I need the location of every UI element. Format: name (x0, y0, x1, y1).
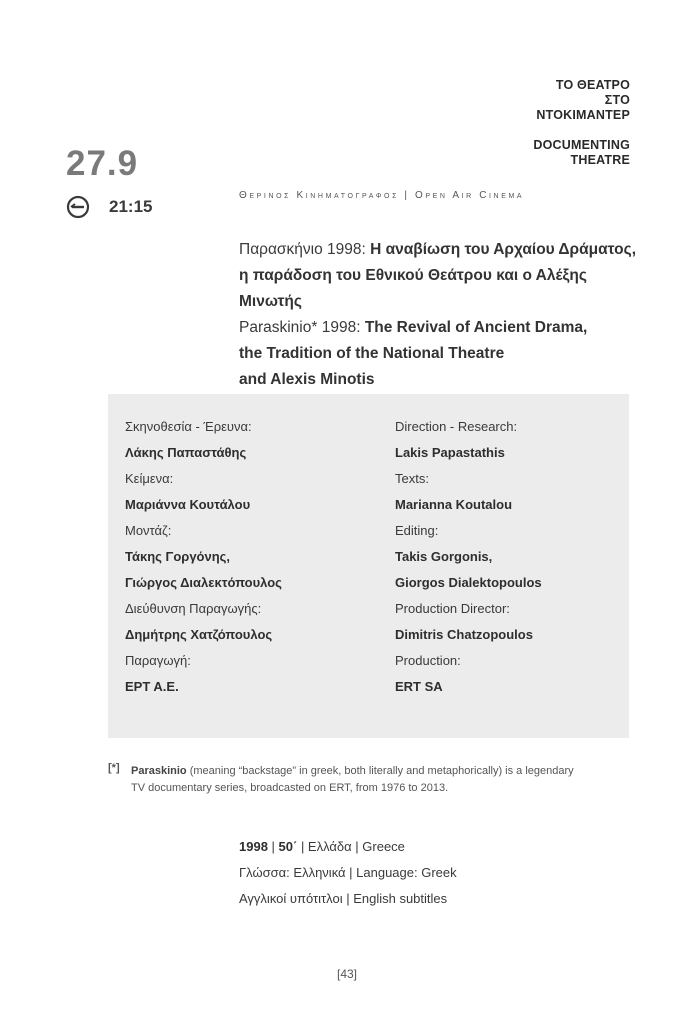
footnote-term: Paraskinio (131, 765, 187, 777)
section-line: ΝΤΟΚΙΜΑΝΤΕΡ (536, 108, 630, 122)
title-bold: The Revival of Ancient Drama, (364, 319, 588, 336)
info-line-1: 1998 | 50΄ | Ελλάδα | Greece (239, 839, 405, 854)
credit-role: Editing: (395, 523, 439, 538)
credit-name: Lakis Papastathis (395, 445, 505, 460)
credit-name: Giorgos Dialektopoulos (395, 575, 542, 590)
info-subtitles: Αγγλικοί υπότιτλοι | English subtitles (239, 891, 448, 906)
credit-name: Takis Gorgonis, (395, 549, 493, 564)
credit-role: Μοντάζ: (125, 523, 172, 538)
film-title (239, 237, 639, 393)
credits-english (395, 414, 542, 700)
credits-greek (125, 414, 282, 700)
credit-role: Texts: (395, 471, 429, 486)
title-line-gr-1 (239, 237, 639, 263)
section-heading-english (533, 138, 630, 168)
film-info (239, 834, 457, 912)
footnote-mark: [*] (108, 762, 120, 774)
title-prefix: Paraskinio* 1998: (239, 319, 365, 336)
credit-name: Τάκης Γοργόνης, (125, 549, 231, 564)
footnote-rest: (meaning “backstage” in greek, both literally and metaphorically) is a legendary (186, 765, 574, 777)
section-heading-greek (536, 78, 630, 123)
info-year: 1998 (239, 839, 268, 854)
clock-icon (66, 195, 90, 219)
credit-name: Μαριάννα Κουτάλου (125, 497, 251, 512)
info-language: Γλώσσα: Ελληνικά | Language: Greek (239, 865, 457, 880)
section-line: DOCUMENTING (533, 138, 630, 152)
section-line: THEATRE (570, 153, 630, 167)
credit-name: ERT SA (395, 679, 443, 694)
credit-name: Marianna Koutalou (395, 497, 513, 512)
credits-box (108, 394, 629, 738)
credit-role: Production Director: (395, 601, 510, 616)
page-number: [43] (336, 967, 357, 981)
credit-name: Λάκης Παπαστάθης (125, 445, 247, 460)
screening-time: 21:15 (109, 197, 153, 216)
section-line: ΣΤΟ (604, 93, 630, 107)
credit-role: Διεύθυνση Παραγωγής: (125, 601, 262, 616)
title-line-en-1 (239, 315, 639, 341)
title-prefix: Παρασκήνιο 1998: (239, 241, 371, 258)
credit-role: Direction - Research: (395, 419, 518, 434)
info-duration: 50΄ (278, 839, 298, 854)
title-line-en-2 (239, 341, 639, 367)
title-bold: and Alexis Minotis (239, 371, 375, 388)
title-line-en-3 (239, 367, 639, 393)
section-line: ΤΟ ΘΕΑΤΡΟ (555, 78, 630, 92)
title-bold: η παράδοση του Εθνικού Θεάτρου και ο Αλέξης Μινωτής (239, 267, 587, 310)
credit-role: Production: (395, 653, 461, 668)
title-bold: Η αναβίωση του Αρχαίου Δράματος, (370, 241, 637, 258)
credit-name: ΕΡΤ Α.Ε. (125, 679, 179, 694)
footnote-line-1 (131, 763, 611, 780)
credit-role: Σκηνοθεσία - Έρευνα: (125, 419, 252, 434)
footnote-text (131, 763, 611, 797)
credit-name: Γιώργος Διαλεκτόπουλος (125, 575, 282, 590)
venue-label: Θερινος Κινηματογραφος | Open Air Cinema (239, 190, 525, 201)
footnote-line-2: TV documentary series, broadcasted on ERT, from 1976 to 2013. (131, 782, 449, 794)
credit-role: Κείμενα: (125, 471, 174, 486)
screening-date: 27.9 (66, 144, 139, 183)
credit-role: Παραγωγή: (125, 653, 191, 668)
credit-name: Δημήτρης Χατζόπουλος (125, 627, 273, 642)
title-bold: the Tradition of the National Theatre (239, 345, 505, 362)
info-country: | Ελλάδα | Greece (297, 839, 405, 854)
credit-name: Dimitris Chatzopoulos (395, 627, 533, 642)
title-line-gr-2 (239, 263, 639, 315)
